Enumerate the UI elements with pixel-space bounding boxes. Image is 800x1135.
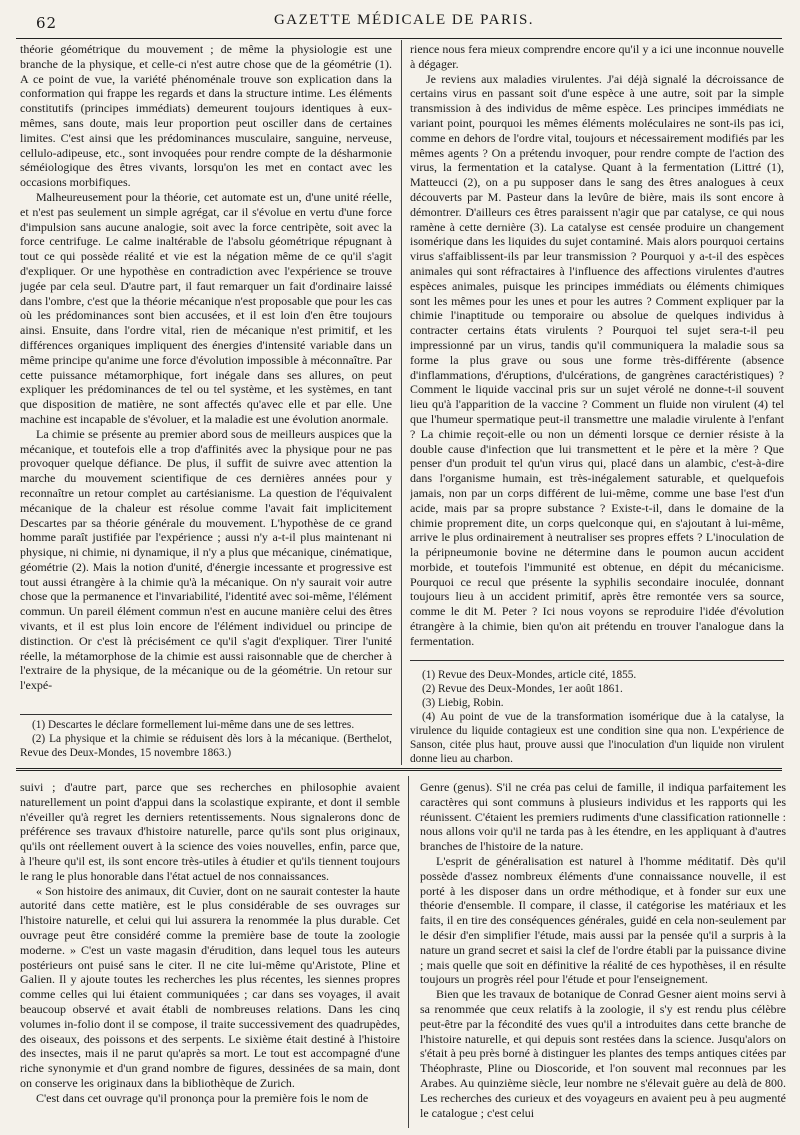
- article-column-lower-left: [20, 780, 400, 1130]
- article-column-lower-right: [420, 780, 786, 1130]
- paragraph: L'esprit de généralisation est naturel à l'homme méditatif. Dès qu'il possède d'assez nombreux éléments d'une connaissance nouvelle, il est porté à les disposer dans un ordre méthodique, et à fonder sur eux une théorie d'ensemble. Il compare, il classe, il catégorise les matériaux et les faits, il en tire des conséquences générales, guidé en cela non-seulement par le désir d'en simplifier l'étude, mais aussi par la pensée qu'il a surpris à la nature un grand secret et saisi la clef de l'ordre établi par la puissance divine ; mais quelle que soit en définitive la réalité de ces hypothèses, il en résulte toujours un progrès réel pour l'étude et pour l'enseignement.: [420, 853, 786, 987]
- paragraph: La chimie se présente au premier abord sous de meilleurs auspices que la mécanique, et toutefois elle a trop d'affinités avec la physique pour ne pas provoquer quelque défiance. De plus, il suffit de suivre avec attention la marche du mouvement scientifique de ces dernières années pour y reconnaître un retour complet au cartésianisme. La question de l'équivalent mécanique de la chaleur est résolue comme l'avait fait implicitement Descartes par sa théorie générale du mouvement. L'hypothèse de ce grand homme paraît justifiée par l'expérience ; aussi n'y a-t-il plus maintenant ni physique, ni chimie, ni dynamique, il n'y a plus que mécanique, cinématique, géométrie (2). Mais la notion d'unité, d'énergie incessante et progressive est tout aussi étrangère à la chimie qu'à la mécanique. On n'y saurait voir autre chose que la permanence et l'invariabilité, l'identité avec soi-même, l'élément commun. Un pareil élément commun n'est en aucune manière celui des êtres vivants, et il est plus loin encore de l'élément individuel ou principe de distinction. Or c'est là précisément ce qu'il s'agit d'expliquer. Tirer l'unité réelle, la métamorphose de la chimie est aussi raisonnable que de chercher à l'extraire de la physique, de la mécanique ou de la géométrie. Un retour sur l'expé-: [20, 426, 392, 693]
- column-divider-lower: [408, 776, 409, 1128]
- footnote-rule-right: [410, 660, 784, 661]
- article-column-upper-right: [410, 42, 784, 657]
- running-title: GAZETTE MÉDICALE DE PARIS.: [273, 12, 535, 28]
- paragraph: Malheureusement pour la théorie, cet automate est un, d'une unité réelle, et n'est pas seulement un simple agrégat, car il s'évolue en vertu d'une force d'impulsion sans aucune analogie, soit avec la force centripète, soit avec la force centrifuge. Le calme inaltérable de l'absolu géométrique répugnant à tout ce qui possède réalité et vie est la négation même de ce qu'il s'agit d'expliquer. Or une hypothèse en contradiction avec l'expérience se trouve jugée par cela seul. D'autre part, il faut remarquer un fait d'ordinaire laissé dans l'ombre, c'est que la théorie mécanique n'est proposable que pour les cas où les prédominances sont bien accusées, et il est loin d'en être toujours ainsi. Ensuite, dans l'ordre vital, rien de mécanique n'est primitif, et les différences organiques impliquent des énergies d'intensité variable dans un même principe qu'anime une force d'évolution impossible à méconnaître. Par cette puissance métamorphique, fort inégale dans ses allures, on peut expliquer les prédominances de tel ou tel système, et les systèmes, en tant que disposition de matière, ne sont affectés qu'avec elle et par elle. Une machine est incapable de s'évoluer, et la maladie est une évolution anormale.: [20, 189, 392, 426]
- footnote-rule-left: [20, 714, 392, 715]
- footnotes-upper-right: [410, 668, 784, 766]
- paragraph: suivi ; d'autre part, parce que ses recherches en philosophie avaient naturellement un point d'appui dans la scolastique expirante, et dont il semble n'éveiller qu'à regret les derniers retentissements. Nous signalerons donc de préférence ses travaux d'histoire naturelle, parce qu'ils sont plus originaux, qu'ils ont réellement ouvert à la science des voies nouvelles, enfin, parce que, à l'heure qu'il est, ils sont encore très-utiles à étudier et qu'ils tiennent toujours le rang le plus honorable dans l'état actuel de nos connaissances.: [20, 780, 400, 883]
- footnote: (2) Revue des Deux-Mondes, 1er août 1861.: [422, 683, 623, 695]
- paragraph: théorie géométrique du mouvement ; de même la physiologie est une branche de la physique, et celle-ci n'est autre chose que de la géométrie (1). A ce point de vue, la variété phénoménale trouve son explication dans la conformation qui frappe les regards et dans la structure intime. Les éléments constitutifs (principes immédiats) demeurent toujours identiques à eux-mêmes, sans doute, mais leur proportion peut osciller dans de certaines limites. C'est ainsi que les prédominances musculaire, sanguine, nerveuse, cellulo-adipeuse, etc., sont invoquées pour rendre compte de la désharmonie séméiologique des êtres vivants, lorsqu'on les met en contact avec les occasions morbifiques.: [20, 42, 392, 190]
- paragraph: « Son histoire des animaux, dit Cuvier, dont on ne saurait contester la haute autorité dans cette matière, est le plus considérable de ses ouvrages sur l'histoire naturelle, et celui qui lui assurera la renommée la plus durable. Cet ouvrage peut être considéré comme la première base de toute la zoologie moderne. » C'est un vaste magasin d'érudition, dans lequel tous les auteurs postérieurs ont puisé sans le citer. Il ne cite lui-même qu'Aristote, Pline et Galien. Il y ajoute toutes les recherches les plus récentes, les siennes propres comme celles qui lui étaient communiquées ; car dans ses voyages, il avait beaucoup observé et avait établi de nombreuses relations. Dans les cinq volumes in-folio dont il se compose, il traite successivement des quadrupèdes, des oiseaux, des poissons et des serpents. Le sixième était destiné à l'histoire des insectes, mais il ne parut qu'après sa mort. Le tout est accompagné d'une riche synonymie et d'un grand nombre de figures, dessinées de sa main, dont on conserve les originaux dans la bibliothèque de Zurich.: [20, 883, 400, 1090]
- footnote: (4) Au point de vue de la transformation isomérique due à la catalyse, la virulence du liquide contagieux est une condition sine qua non. L'expérience de Sanson, citée plus haut, prouve aussi que l'inoculation d'un liquide non virulent donne lieu au charbon.: [410, 711, 784, 765]
- section-divider-rule: [16, 768, 782, 771]
- footnote: (1) Revue des Deux-Mondes, article cité, 1855.: [422, 669, 637, 681]
- footnote: (1) Descartes le déclare formellement lui-même dans une de ses lettres.: [32, 719, 355, 731]
- page-number: 62: [36, 14, 58, 32]
- paragraph: Genre (genus). S'il ne créa pas celui de famille, il indiqua parfaitement les caractères qui sont communs à plusieurs individus et les rapports qui les réunissent. C'étaient les premiers rudiments d'une classification rationnelle : nous allons voir qu'il ne tarda pas à les étendre, en les appliquant à d'autres branches de l'histoire de la nature.: [420, 780, 786, 854]
- paragraph: C'est dans cet ouvrage qu'il prononça pour la première fois le nom de: [36, 1090, 369, 1105]
- article-column-upper-left: [20, 42, 392, 712]
- paragraph: Bien que les travaux de botanique de Conrad Gesner aient moins servi à sa renommée que ceux relatifs à la zoologie, il s'y est rendu plus célèbre peut-être par la fécondité des vues qu'il a introduites dans cette branche de l'histoire naturelle, et qui depuis sont restées dans la science. Jusqu'alors on s'était à peu près borné à distinguer les plantes des temps antiques citées par Théophraste, Pline ou Dioscoride, et l'on souvent mal reconnues par les Arabes. Au quinzième siècle, leur nombre ne s'élevait guère au delà de 800. Les recherches des curieux et des voyageurs en avaient peu à peu augmenté le catalogue ; c'est celui: [420, 987, 786, 1120]
- footnote: (2) La physique et la chimie se réduisent dès lors à la mécanique. (Berthelot, Revue des Deux-Mondes, 15 novembre 1863.): [20, 733, 392, 759]
- paragraph: Je reviens aux maladies virulentes. J'ai déjà signalé la décroissance de certains virus en passant soit d'une espèce à une autre, soit par la simple transmission à des individus de même espèce. Les principes immédiats ne variant point, pourquoi les mêmes éléments moléculaires ne sont-ils pas ici, comme en dehors de l'ordre vital, toujours et nécessairement modifiés par les mêmes agents ? On a prétendu invoquer, pour rendre compte de l'action des virus, la fermentation et la catalyse. Quant à la fermentation (Littré (1), Matteucci (2), on a pu supposer dans le sang des êtres analogues à ceux découverts par M. Pasteur dans la levûre de bière, mais ils sont encore à démontrer. D'ailleurs ces êtres paraissent n'agir que par catalyse, ce qui nous ramène à cette dernière (3). La catalyse est censée produire un changement isomérique dans les liquides du sujet contaminé. Mais alors pourquoi certains virus s'affaiblissent-ils par leur transmission ? Pourquoi y a-t-il des espèces animales qui sont réfractaires à l'influence des affections virulentes d'autres espèces animales, puisque les principes immédiats ou éléments chimiques sont les mêmes pour les unes et pour les autres ? Comment expliquer par la chimie l'inaptitude ou temporaire ou absolue de quelques individus à contracter certains états virulents ? Pourquoi tel sujet sera-t-il peu impressionné par un virus, tandis qu'il communiquera la maladie sous sa forme la plus grave ou sous une forme très-différente (absence d'inflammations, d'éruptions, d'ulcérations, de gangrènes caractéristiques) ? Comment le liquide vaccinal pris sur un sujet vérolé ne donne-t-il souvent lieu qu'à l'apparition de la vaccine ? Comment un fluide non virulent (4) tel que l'humeur spermatique peut-il transmettre une maladie virulente à l'enfant ? La chimie reçoit-elle ou non un démenti lorsque ce dernier résiste à la double cause d'infection que lui transmettent et le père et la mère ? Que penser d'un produit tel qu'un virus qui, placé dans un alambic, c'est-à-dire dans l'organisme humain, est très-inégalement saturable, et quelquefois jamais, non par un corps différent de lui-même, comme une base l'est d'un acide, mais par sa propre substance ? Existe-t-il, dans le domaine de la chimie proprement dite, un corps quelconque qui, en s'ajoutant à lui-même, arrive le plus ordinairement à neutraliser ses propres effets ? L'inoculation de la péripneumonie bovine ne détermine dans le poumon aucun accident morbide, et toutefois l'immunité est obtenue, en dépit du mécanicisme. Pourquoi ce recul que présente la syphilis secondaire inoculée, donnant toujours lieu à un accident primitif, après être remontée vers sa source, comme le dit M. Peter ? Ici nous voyons se reproduire l'idée d'évolution étrangère à la chimie, bien qu'on ait prétendu en trouver l'analogue dans la fermentation.: [410, 71, 784, 648]
- page-header: [28, 10, 780, 36]
- header-rule: [16, 38, 782, 39]
- column-divider-upper: [401, 40, 402, 765]
- footnotes-upper-left: [20, 718, 392, 760]
- paragraph: rience nous fera mieux comprendre encore qu'il y a ici une inconnue nouvelle à dégager.: [410, 42, 784, 71]
- footnote: (3) Liebig, Robin.: [422, 697, 504, 709]
